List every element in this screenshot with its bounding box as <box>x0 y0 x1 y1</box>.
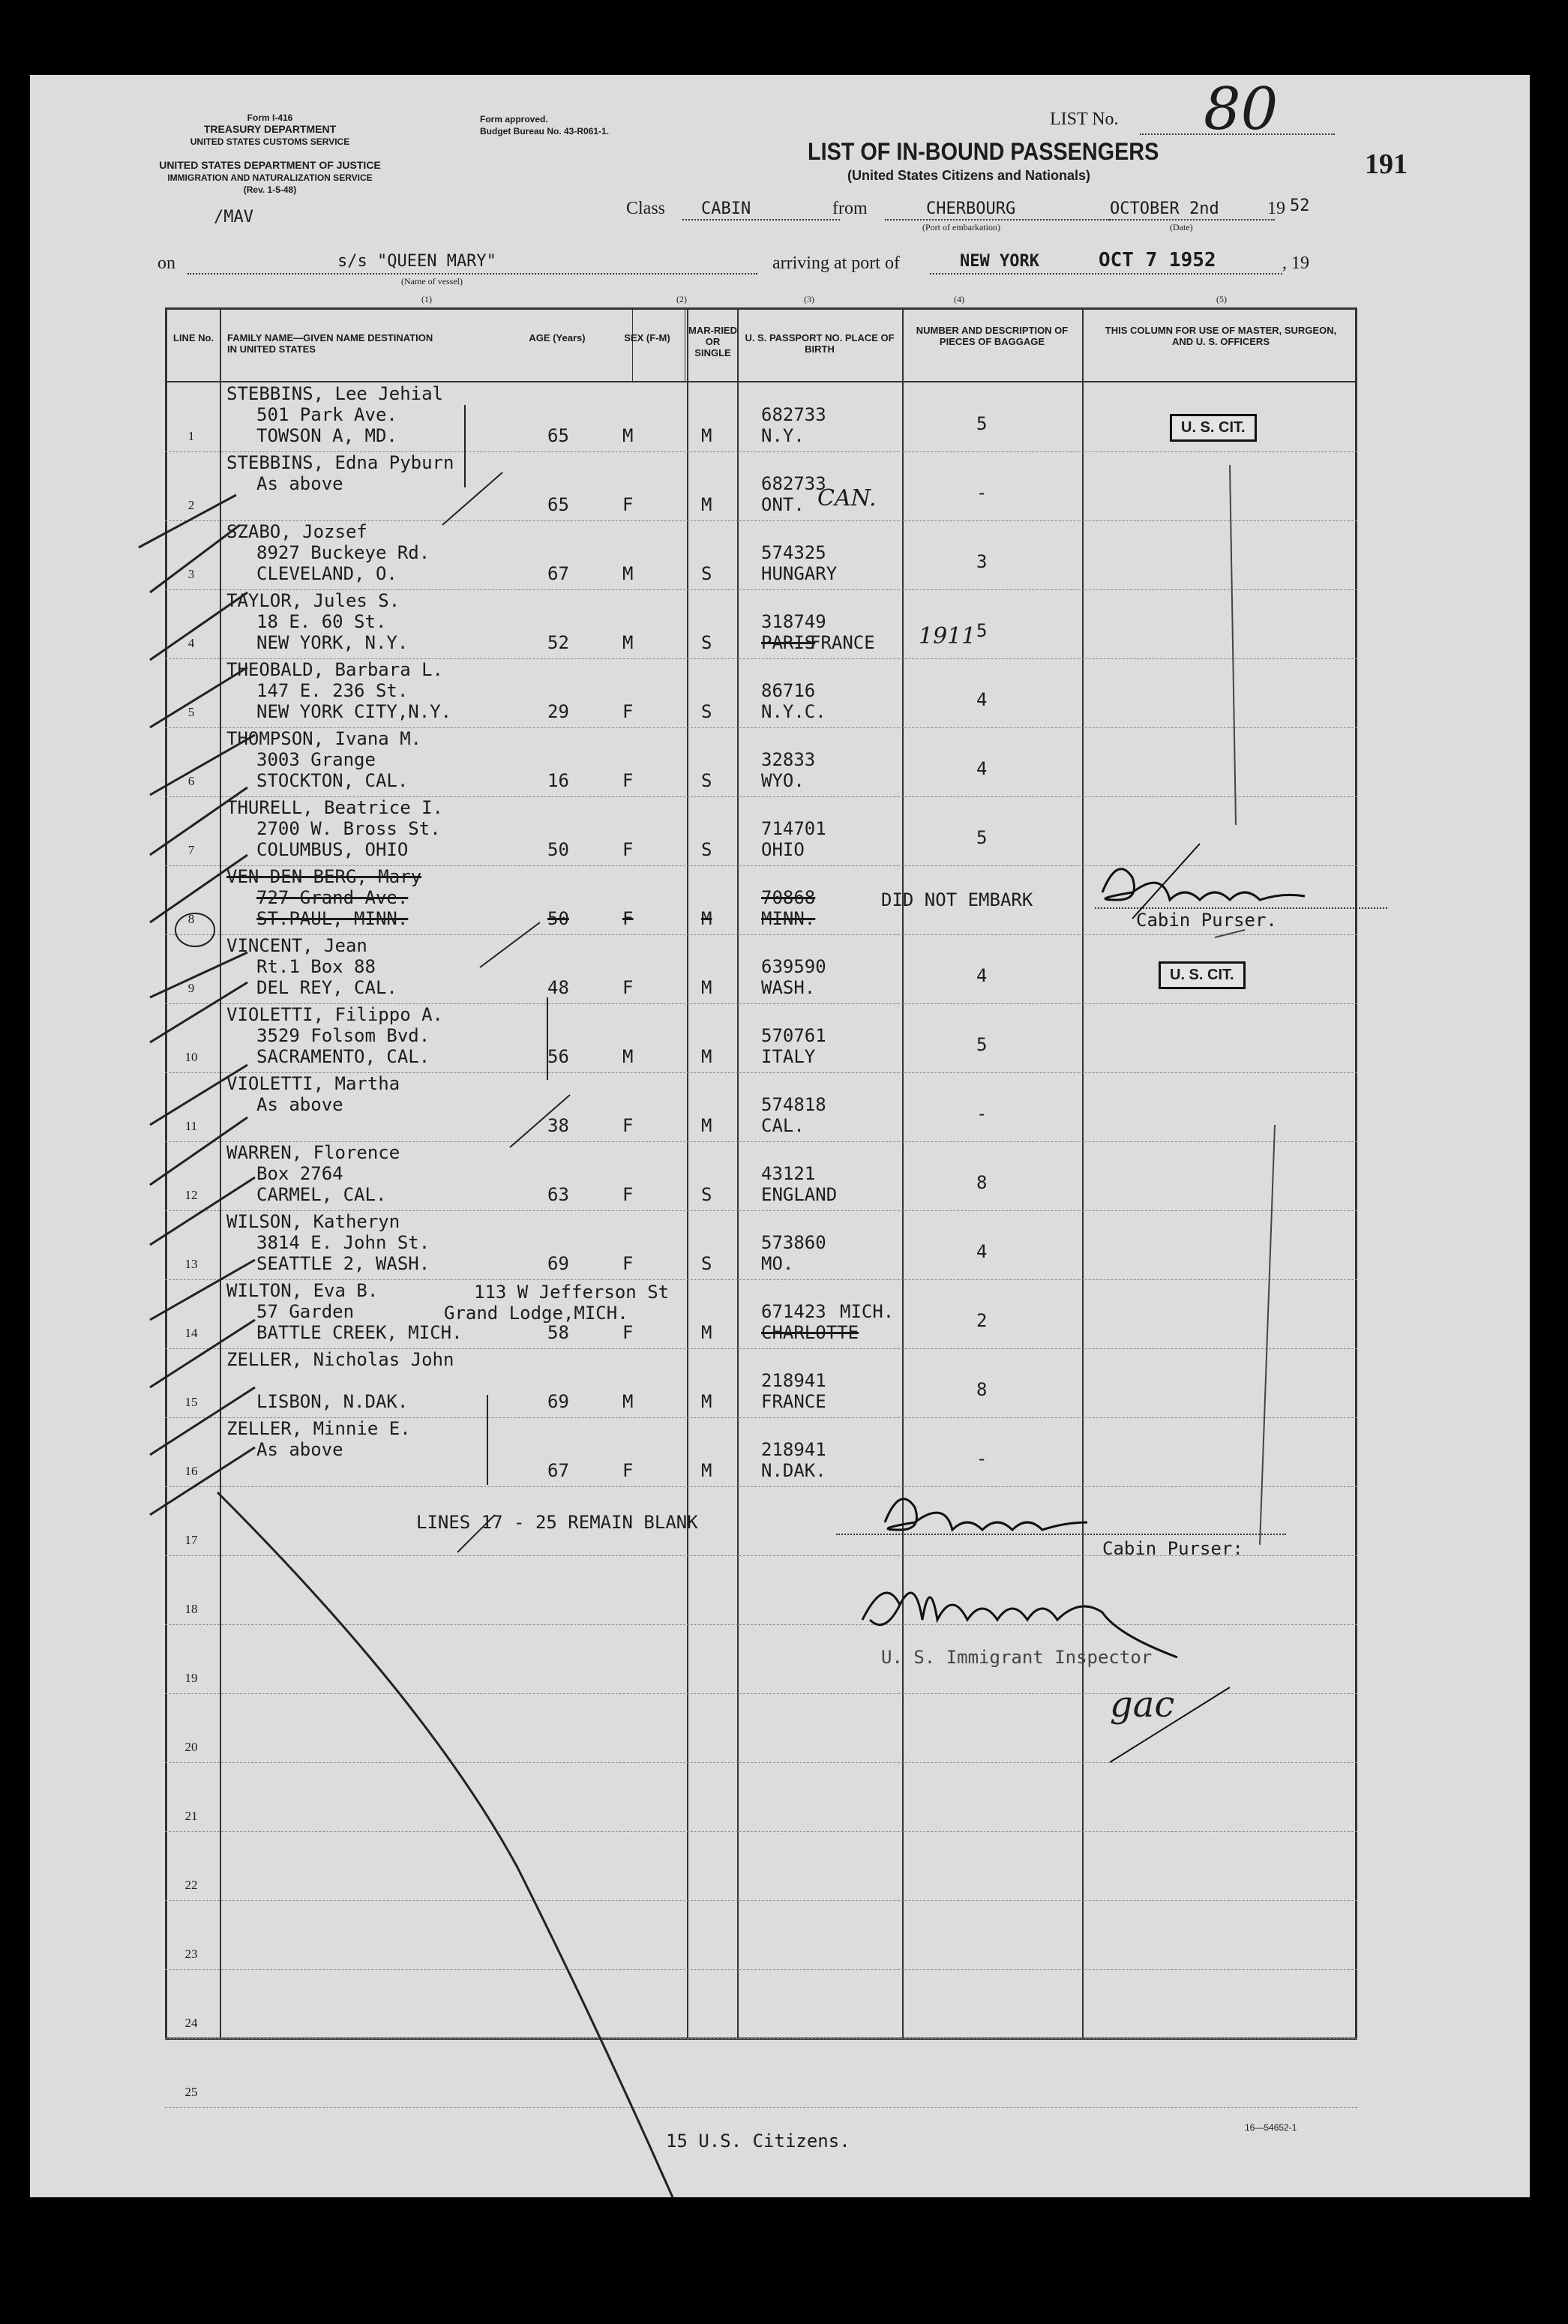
passenger-destination: COLUMBUS, OHIO <box>256 839 409 860</box>
place-of-birth: WYO. <box>761 770 805 791</box>
col-num: (4) <box>954 294 964 304</box>
passenger-age: 65 <box>547 494 569 515</box>
port-of-embarkation: CHERBOURG <box>926 199 1016 218</box>
passport-number: 574325 <box>761 542 826 563</box>
passenger-destination: SEATTLE 2, WASH. <box>256 1253 430 1274</box>
passenger-sex: F <box>622 839 634 860</box>
line-number: 3 <box>187 567 195 581</box>
passenger-name: THOMPSON, Ivana M. <box>226 728 422 749</box>
place-of-birth: ONT. <box>761 494 805 515</box>
col-header-line: LINE No. <box>172 332 214 343</box>
passport-number: 70868 <box>761 887 816 908</box>
passenger-sex: F <box>622 1253 634 1274</box>
line-number: 25 <box>184 2085 198 2099</box>
passenger-address: 501 Park Ave. <box>256 404 397 425</box>
budget-bureau: Budget Bureau No. 43-R061-1. <box>480 126 610 136</box>
passenger-sex: M <box>622 563 634 584</box>
passenger-name: VIOLETTI, Filippo A. <box>226 1004 443 1025</box>
passenger-address: 3529 Folsom Bvd. <box>256 1025 430 1046</box>
place-of-birth: FRANCE <box>810 632 875 653</box>
col-num: (2) <box>676 294 687 304</box>
passenger-address: As above <box>256 1439 343 1460</box>
line-number: 21 <box>184 1809 198 1823</box>
marital-status: S <box>701 701 712 722</box>
passenger-age: 50 <box>547 839 569 860</box>
customs-service: UNITED STATES CUSTOMS SERVICE <box>190 136 350 147</box>
passenger-sex: F <box>622 1460 634 1481</box>
passenger-age: 52 <box>547 632 569 653</box>
passport-number: 682733 <box>761 473 826 494</box>
marital-status: M <box>701 1460 712 1481</box>
passenger-address: 8927 Buckeye Rd. <box>256 542 430 563</box>
marital-status: S <box>701 839 712 860</box>
citizens-total: 15 U.S. Citizens. <box>666 2131 850 2152</box>
passenger-name: STEBBINS, Lee Jehial <box>226 383 443 404</box>
baggage-count: 8 <box>976 1379 988 1400</box>
passenger-name: VINCENT, Jean <box>226 935 367 956</box>
passenger-age: 56 <box>547 1046 569 1067</box>
passport-number: 682733 <box>761 404 826 425</box>
col-header-age: AGE (Years) <box>529 332 586 343</box>
place-of-birth: MO. <box>761 1253 794 1274</box>
place-of-birth: MINN. <box>761 908 816 929</box>
line-number: 16 <box>184 1464 198 1478</box>
place-of-birth: ITALY <box>761 1046 816 1067</box>
immigrant-inspector-label: U. S. Immigrant Inspector <box>881 1647 1153 1668</box>
check-marks <box>30 75 330 1650</box>
col-num: (3) <box>804 294 814 304</box>
clerk-initials: /MAV <box>214 208 253 226</box>
manifest-page <box>30 75 1530 2197</box>
line-number: 5 <box>187 705 195 719</box>
col-header-name: FAMILY NAME—GIVEN NAME DESTINATION IN UNITED STATES <box>227 332 433 355</box>
arrival-port: NEW YORK <box>960 252 1039 271</box>
line-number: 11 <box>184 1119 198 1133</box>
place-of-birth: N.Y.C. <box>761 701 826 722</box>
passport-number: 43121 <box>761 1163 816 1184</box>
passenger-address: 147 E. 236 St. <box>256 680 409 701</box>
list-no-label: LIST No. <box>1050 109 1119 129</box>
date-caption: (Date) <box>1170 222 1193 232</box>
passenger-destination: CLEVELAND, O. <box>256 563 397 584</box>
page-number: 191 <box>1365 148 1408 180</box>
passenger-destination: CARMEL, CAL. <box>256 1184 387 1205</box>
marital-status: M <box>701 1322 712 1343</box>
baggage-count: 8 <box>976 1172 988 1193</box>
passport-number: 671423 <box>761 1301 826 1322</box>
passenger-destination: NEW YORK CITY,N.Y. <box>256 701 452 722</box>
ins-service: IMMIGRATION AND NATURALIZATION SERVICE <box>167 172 373 183</box>
birthplace-struck: PARIS <box>761 632 816 653</box>
passenger-name: STEBBINS, Edna Pyburn <box>226 452 454 473</box>
baggage-count: 3 <box>976 551 988 572</box>
passenger-name: SZABO, Jozsef <box>226 521 367 542</box>
passport-number: 574818 <box>761 1094 826 1115</box>
handwritten-note: CAN. <box>817 485 877 511</box>
line-number: 13 <box>184 1257 198 1271</box>
cabin-purser-label: Cabin Purser. <box>1136 910 1277 931</box>
passenger-sex: F <box>622 1322 634 1343</box>
date-year-prefix: 19 <box>1267 199 1285 218</box>
passenger-name: VIOLETTI, Martha <box>226 1073 400 1094</box>
passenger-age: 67 <box>547 563 569 584</box>
passenger-sex: M <box>622 1391 634 1412</box>
marital-status: M <box>701 1046 712 1067</box>
passenger-address: 18 E. 60 St. <box>256 611 387 632</box>
passenger-address: Rt.1 Box 88 <box>256 956 376 977</box>
passenger-sex: F <box>622 770 634 791</box>
form-footer-code: 16—54652-1 <box>1245 2122 1297 2133</box>
line-number: 1 <box>187 429 195 443</box>
date-year: 52 <box>1290 196 1310 215</box>
line-number: 4 <box>187 636 195 650</box>
passenger-sex: M <box>622 1046 634 1067</box>
list-no-value: 80 <box>1204 76 1279 143</box>
passenger-sex: F <box>622 908 634 929</box>
line-number: 9 <box>187 981 195 995</box>
baggage-count: 5 <box>976 413 988 434</box>
marital-status: M <box>701 494 712 515</box>
passport-number: 570761 <box>761 1025 826 1046</box>
arrival-date-stamp: OCT 7 1952 <box>1099 249 1216 271</box>
line-number: 24 <box>184 2016 198 2030</box>
place-of-birth: CHARLOTTE <box>761 1322 859 1343</box>
form-revision: (Rev. 1-5-48) <box>243 184 297 195</box>
us-cit-stamp: U. S. CIT. <box>1159 961 1246 989</box>
col-header-married: MAR-RIED OR SINGLE <box>688 325 737 358</box>
passenger-age: 58 <box>547 1322 569 1343</box>
arrival-year-suffix: , 19 <box>1282 253 1309 273</box>
passenger-address: Box 2764 <box>256 1163 343 1184</box>
col-header-sex: SEX (F-M) <box>624 332 670 343</box>
city-correction: Grand Lodge,MICH. <box>444 1303 628 1324</box>
passenger-destination: ST.PAUL, MINN. <box>256 908 409 929</box>
passenger-name: WILSON, Katheryn <box>226 1211 400 1232</box>
baggage-count: - <box>976 482 988 503</box>
marital-status: S <box>701 563 712 584</box>
place-of-birth: OHIO <box>761 839 805 860</box>
passport-number: 714701 <box>761 818 826 839</box>
passenger-age: 69 <box>547 1391 569 1412</box>
marital-status: M <box>701 1115 712 1136</box>
place-of-birth: N.DAK. <box>761 1460 826 1481</box>
line-number: 12 <box>184 1188 198 1202</box>
passenger-sex: M <box>622 425 634 446</box>
line-number: 14 <box>184 1326 198 1340</box>
passenger-destination: STOCKTON, CAL. <box>256 770 409 791</box>
baggage-count: 2 <box>976 1310 988 1331</box>
baggage-count: 4 <box>976 689 988 710</box>
place-of-birth: CAL. <box>761 1115 805 1136</box>
arriving-label: arriving at port of <box>772 253 900 273</box>
class-value: CABIN <box>701 199 751 218</box>
port-caption: (Port of embarkation) <box>922 222 1000 232</box>
passenger-age: 29 <box>547 701 569 722</box>
passenger-destination: DEL REY, CAL. <box>256 977 397 998</box>
passenger-sex: F <box>622 701 634 722</box>
passenger-address: As above <box>256 473 343 494</box>
passenger-name: ZELLER, Nicholas John <box>226 1349 454 1370</box>
place-of-birth: ENGLAND <box>761 1184 838 1205</box>
handwritten-note: 1911 <box>919 623 976 649</box>
baggage-count: 5 <box>976 1034 988 1055</box>
col-header-passport: U. S. PASSPORT NO. PLACE OF BIRTH <box>745 332 895 355</box>
line-number: 2 <box>187 498 195 512</box>
passenger-age: 69 <box>547 1253 569 1274</box>
passenger-age: 65 <box>547 425 569 446</box>
marital-status: M <box>701 977 712 998</box>
us-cit-stamp: U. S. CIT. <box>1170 414 1257 442</box>
baggage-count: - <box>976 1448 988 1469</box>
passport-number: 573860 <box>761 1232 826 1253</box>
col-header-officers: THIS COLUMN FOR USE OF MASTER, SURGEON, AND U. S. OFFICERS <box>1105 325 1337 347</box>
line-number: 17 <box>184 1533 198 1547</box>
from-label: from <box>832 199 868 218</box>
passenger-age: 63 <box>547 1184 569 1205</box>
line-number: 15 <box>184 1395 198 1409</box>
baggage-count: 4 <box>976 1241 988 1262</box>
passenger-age: 48 <box>547 977 569 998</box>
on-label: on <box>157 253 175 273</box>
marital-status: M <box>701 1391 712 1412</box>
place-of-birth: WASH. <box>761 977 816 998</box>
passenger-age: 38 <box>547 1115 569 1136</box>
baggage-count: 5 <box>976 827 988 848</box>
passenger-address: 3003 Grange <box>256 749 376 770</box>
passport-number: 32833 <box>761 749 816 770</box>
inspector-initials: gac <box>1110 1684 1175 1726</box>
passenger-sex: F <box>622 977 634 998</box>
form-subtitle: (United States Citizens and Nationals) <box>847 168 1091 183</box>
line-number: 22 <box>184 1878 198 1892</box>
passport-number: 639590 <box>761 956 826 977</box>
marital-status: S <box>701 632 712 653</box>
passenger-address: 57 Garden <box>256 1301 355 1322</box>
passport-number: 86716 <box>761 680 816 701</box>
birthplace-correction: MICH. <box>840 1301 895 1322</box>
baggage-count: 4 <box>976 758 988 779</box>
passenger-destination: SACRAMENTO, CAL. <box>256 1046 430 1067</box>
marital-status: M <box>701 908 712 929</box>
col-num: (5) <box>1216 294 1227 304</box>
department-of-justice: UNITED STATES DEPARTMENT OF JUSTICE <box>159 159 381 171</box>
passenger-age: 16 <box>547 770 569 791</box>
passenger-age: 67 <box>547 1460 569 1481</box>
passenger-name: THEOBALD, Barbara L. <box>226 659 443 680</box>
passenger-destination: BATTLE CREEK, MICH. <box>256 1322 463 1343</box>
passport-number: 218941 <box>761 1439 826 1460</box>
cabin-purser-label: Cabin Purser: <box>1102 1538 1243 1559</box>
marital-status: S <box>701 770 712 791</box>
line-number: 18 <box>184 1602 198 1616</box>
form-title: LIST OF IN-BOUND PASSENGERS <box>808 138 1159 165</box>
line-number: 23 <box>184 1947 198 1961</box>
passenger-address: As above <box>256 1094 343 1115</box>
marital-status: S <box>701 1253 712 1274</box>
lines-remain-blank: LINES 17 - 25 REMAIN BLANK <box>416 1512 698 1533</box>
place-of-birth: N.Y. <box>761 425 805 446</box>
line-number: 10 <box>184 1050 198 1064</box>
passenger-destination: NEW YORK, N.Y. <box>256 632 409 653</box>
passenger-name: THURELL, Beatrice I. <box>226 797 443 818</box>
passenger-name: WILTON, Eva B. <box>226 1280 379 1301</box>
passenger-name: ZELLER, Minnie E. <box>226 1418 411 1439</box>
passenger-sex: F <box>622 494 634 515</box>
embarkation-date: OCTOBER 2nd <box>1110 199 1219 218</box>
place-of-birth: HUNGARY <box>761 563 838 584</box>
address-correction: 113 W Jefferson St <box>474 1282 670 1303</box>
passenger-address: 3814 E. John St. <box>256 1232 430 1253</box>
line-number: 7 <box>187 843 195 857</box>
passport-number: 218941 <box>761 1370 826 1391</box>
marital-status: M <box>701 425 712 446</box>
col-header-baggage: NUMBER AND DESCRIPTION OF PIECES OF BAGGAGE <box>916 325 1069 347</box>
passenger-destination: TOWSON A, MD. <box>256 425 397 446</box>
passenger-age: 50 <box>547 908 569 929</box>
passport-number: 318749 <box>761 611 826 632</box>
passenger-sex: M <box>622 632 634 653</box>
line-number: 19 <box>184 1671 198 1685</box>
form-number: Form I-416 <box>247 112 293 123</box>
passenger-name: TAYLOR, Jules S. <box>226 590 400 611</box>
marital-status: S <box>701 1184 712 1205</box>
passenger-sex: F <box>622 1115 634 1136</box>
passenger-destination: LISBON, N.DAK. <box>256 1391 409 1412</box>
line-number: 6 <box>187 774 195 788</box>
did-not-embark-note: DID NOT EMBARK <box>881 889 1033 910</box>
passenger-address: 2700 W. Bross St. <box>256 818 441 839</box>
baggage-count: 4 <box>976 965 988 986</box>
passenger-name: VEN DEN BERG, Mary <box>226 866 422 887</box>
line-number: 20 <box>184 1740 198 1754</box>
place-of-birth: FRANCE <box>761 1391 826 1412</box>
baggage-count: 5 <box>976 620 988 641</box>
passenger-address: 727 Grand Ave. <box>256 887 409 908</box>
passenger-name: WARREN, Florence <box>226 1142 400 1163</box>
col-num: (1) <box>421 294 432 304</box>
baggage-count: - <box>976 1103 988 1124</box>
form-approved: Form approved. <box>480 114 548 124</box>
treasury-department: TREASURY DEPARTMENT <box>203 123 337 135</box>
passenger-sex: F <box>622 1184 634 1205</box>
class-label: Class <box>626 199 666 218</box>
line-number: 8 <box>187 912 195 926</box>
vessel-caption: (Name of vessel) <box>401 276 463 286</box>
vessel-name: s/s "QUEEN MARY" <box>337 252 496 271</box>
